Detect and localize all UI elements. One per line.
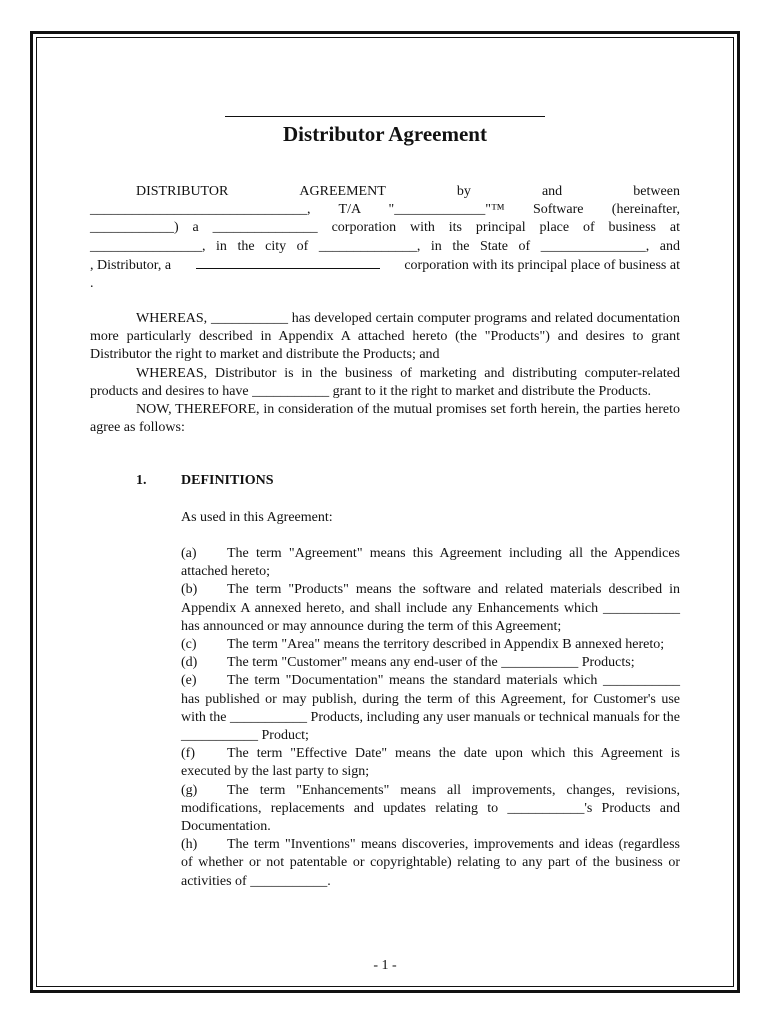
- recital-whereas-2: WHEREAS, Distributor is in the business of marketing and distributing computer-related products and desires to have ___________ grant to it the right to market and distribute the Products.: [90, 365, 680, 399]
- definition-f: [181, 745, 680, 781]
- definitions-list: [181, 545, 680, 891]
- preamble-word: DISTRIBUTOR: [136, 184, 229, 199]
- preamble-word: and: [541, 184, 563, 199]
- definition-text: The term "Documentation" means the standard materials which ___________ has published or may publish, during the term of this Agreement, for Customer's use with the ___________ Products, including any user manuals or technical manuals for the ___________ Product;: [181, 673, 680, 744]
- preamble-text: , Distributor, a: [90, 257, 172, 273]
- section-heading: DEFINITIONS: [181, 473, 274, 488]
- preamble-text: corporation with its principal place of business at: [404, 257, 680, 273]
- definition-b: [181, 581, 680, 636]
- definition-h: [181, 836, 680, 891]
- definition-c: [181, 636, 680, 654]
- preamble-word: AGREEMENT: [299, 184, 386, 199]
- definition-label: (g): [181, 782, 198, 798]
- recital-now-therefore: NOW, THEREFORE, in consideration of the mutual promises set forth herein, the parties hereto agree as follows:: [90, 402, 680, 436]
- preamble-line-2: _______________________________, T/A "_____________"™ Software (hereinafter,: [90, 202, 680, 218]
- recital-whereas-1: WHEREAS, ___________ has developed certain computer programs and related documentation more particularly described in Appendix A attached hereto (the "Products") and desires to grant Distributor the right to market and distribute the Products; and: [90, 311, 680, 363]
- definition-a: [181, 545, 680, 581]
- definition-text: The term "Customer" means any end-user of the ___________ Products;: [227, 655, 635, 671]
- definition-text: The term "Enhancements" means all improvements, changes, revisions, modifications, replacements and updates relating to ___________'s Products and Documentation.: [181, 782, 680, 835]
- document-title: Distributor Agreement: [283, 122, 487, 146]
- preamble-line-4: ________________, in the city of ______________, in the State of _______________, and: [90, 238, 680, 254]
- definition-label: (c): [181, 637, 197, 653]
- recitals: [90, 310, 680, 437]
- preamble-line-5: [90, 256, 680, 275]
- blank-line: [196, 256, 380, 269]
- definition-text: The term "Area" means the territory described in Appendix B annexed hereto;: [227, 637, 665, 653]
- section-intro-text: As used in this Agreement:: [181, 510, 333, 525]
- definition-label: (a): [181, 546, 197, 561]
- definition-g: [181, 782, 680, 837]
- preamble-word: by: [456, 184, 471, 199]
- definition-label: (d): [181, 655, 198, 671]
- preamble: [90, 183, 680, 293]
- section-intro: [181, 509, 680, 527]
- definition-text: The term "Inventions" means discoveries, improvements and ideas (regardless of whether or not patentable or copyrightable) relating to any part of the business or activities of ___________.: [181, 837, 680, 889]
- section-number: 1.: [136, 473, 147, 488]
- definition-text: The term "Agreement" means this Agreement including all the Appendices attached hereto;: [181, 546, 680, 580]
- preamble-line-1: [90, 183, 680, 201]
- page-number: - 1 -: [373, 958, 397, 973]
- definition-text: The term "Effective Date" means the date upon which this Agreement is executed by the last party to sign;: [181, 746, 680, 780]
- definition-label: (f): [181, 746, 195, 762]
- definition-label: (h): [181, 837, 198, 853]
- preamble-line-3: ____________) a _______________ corporation with its principal place of business at: [90, 220, 680, 236]
- definition-label: (e): [181, 673, 197, 689]
- title-rule: [225, 116, 545, 117]
- definition-e: [181, 672, 680, 745]
- preamble-line-6: .: [90, 276, 94, 292]
- definition-text: The term "Products" means the software and related materials described in Appendix A annexed hereto, and shall include any Enhancements which ___________ has announced or may announce during the term of this Agreement;: [181, 582, 680, 634]
- preamble-word: between: [633, 184, 680, 199]
- definition-d: [181, 654, 680, 672]
- definition-label: (b): [181, 582, 198, 598]
